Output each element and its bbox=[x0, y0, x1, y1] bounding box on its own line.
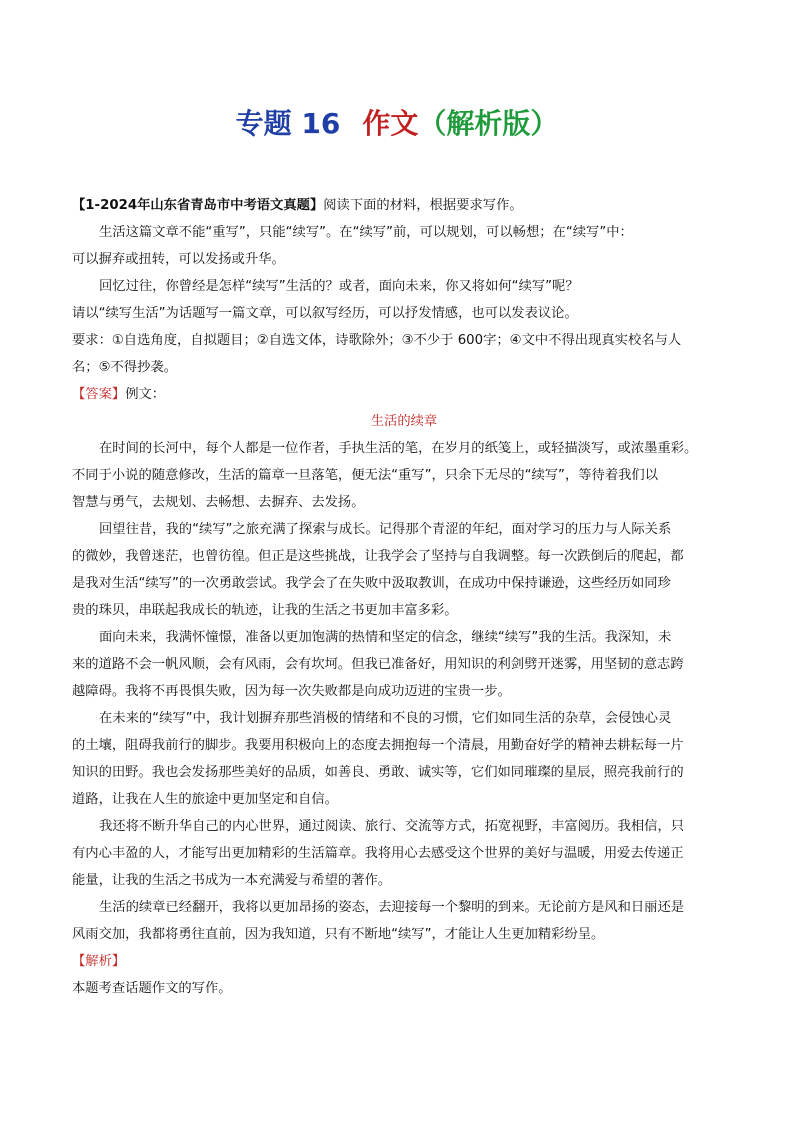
source-bracket-close: 】 bbox=[309, 198, 324, 213]
answer-label: 【答案】 bbox=[72, 387, 126, 402]
essay-line: 的微妙，我曾迷茫，也曾彷徨。但正是这些挑战，让我学会了坚持与自我调整。每一次跌倒后的爬起，都 bbox=[72, 549, 684, 564]
essay-line: 来的道路不会一帆风顺，会有风雨，会有坎坷。但我已准备好，用知识的利剑劈开迷雾，用坚韧的意志跨 bbox=[72, 657, 684, 672]
question-intro: 阅读下面的材料，根据要求写作。 bbox=[323, 198, 523, 213]
analysis-label: 【解析】 bbox=[72, 954, 126, 969]
essay-line: 知识的田野。我也会发扬那些美好的品质，如善良、勇敢、诚实等，它们如同璀璨的星辰，照亮我前行的 bbox=[72, 765, 684, 780]
title-topic-number: 专题 16 bbox=[235, 107, 341, 140]
question-requirements: 要求：①自选角度，自拟题目；②自选文体，诗歌除外；③不少于 600字；④文中不得出现真实校名与人 bbox=[72, 333, 682, 348]
essay-line: 在时间的长河中，每个人都是一位作者，手执生活的笔，在岁月的纸笺上，或轻描淡写，或浓墨重彩。 bbox=[99, 441, 698, 456]
question-source: 1-2024年山东省青岛市中考语文真题 bbox=[85, 198, 310, 213]
question-requirements-cont: 名；⑤不得抄袭。 bbox=[72, 360, 177, 375]
title-edition: （解析版） bbox=[418, 107, 559, 140]
essay-line: 回望往昔，我的“续写”之旅充满了探索与成长。记得那个青涩的年纪，面对学习的压力与人际关系 bbox=[99, 522, 672, 537]
question-line: 回忆过往，你曾经是怎样“续写”生活的？或者，面向未来，你又将如何“续写”呢？ bbox=[99, 279, 579, 294]
page-title bbox=[0, 104, 794, 144]
essay-line: 的土壤，阻碍我前行的脚步。我要用积极向上的态度去拥抱每一个清晨，用勤奋好学的精神去耕耘每一片 bbox=[72, 738, 684, 753]
essay-title: 生活的续章 bbox=[370, 414, 438, 429]
essay-line: 越障碍。我将不再畏惧失败，因为每一次失败都是向成功迈进的宝贵一步。 bbox=[72, 684, 511, 699]
essay-line: 有内心丰盈的人，才能写出更加精彩的生活篇章。我将用心去感受这个世界的美好与温暖，用爱去传递正 bbox=[72, 846, 684, 861]
source-bracket-open: 【 bbox=[72, 198, 86, 213]
essay-line: 道路，让我在人生的旅途中更加坚定和自信。 bbox=[72, 792, 338, 807]
essay-line: 是我对生活“续写”的一次勇敢尝试。我学会了在失败中汲取教训，在成功中保持谦逊，这些经历如同珍 bbox=[72, 576, 671, 591]
question-line: 可以摒弃或扭转，可以发扬或升华。 bbox=[72, 252, 285, 267]
essay-line: 在未来的“续写”中，我计划摒弃那些消极的情绪和不良的习惯，它们如同生活的杂草，会侵蚀心灵 bbox=[99, 711, 672, 726]
answer-label-suffix: 例文： bbox=[125, 387, 166, 402]
question-header bbox=[72, 192, 736, 219]
answer-header bbox=[72, 381, 736, 408]
essay-line: 生活的续章已经翻开，我将以更加昂扬的姿态，去迎接每一个黎明的到来。无论前方是风和日丽还是 bbox=[99, 900, 685, 915]
document-body bbox=[72, 192, 736, 1002]
title-subject: 作文 bbox=[362, 107, 419, 140]
essay-line: 不同于小说的随意修改，生活的篇章一旦落笔，便无法“重写”，只余下无尽的“续写”，等待着我们以 bbox=[72, 468, 659, 483]
essay-line: 智慧与勇气，去规划、去畅想、去摒弃、去发扬。 bbox=[72, 495, 365, 510]
essay-line: 能量，让我的生活之书成为一本充满爱与希望的著作。 bbox=[72, 873, 392, 888]
essay-line: 面向未来，我满怀憧憬，准备以更加饱满的热情和坚定的信念，继续“续写”我的生活。我深知，未 bbox=[99, 630, 672, 645]
essay-line: 我还将不断升华自己的内心世界，通过阅读、旅行、交流等方式，拓宽视野，丰富阅历。我相信，只 bbox=[99, 819, 685, 834]
question-line: 生活这篇文章不能“重写”，只能“续写”。在“续写”前，可以规划，可以畅想；在“续写”中： bbox=[99, 225, 633, 240]
essay-line: 风雨交加，我都将勇往直前，因为我知道，只有不断地“续写”，才能让人生更加精彩纷呈。 bbox=[72, 927, 605, 942]
question-line: 请以“续写生活”为话题写一篇文章，可以叙写经历，可以抒发情感，也可以发表议论。 bbox=[72, 306, 578, 321]
essay-line: 贵的珠贝，串联起我成长的轨迹，让我的生活之书更加丰富多彩。 bbox=[72, 603, 458, 618]
analysis-text: 本题考查话题作文的写作。 bbox=[72, 981, 232, 996]
